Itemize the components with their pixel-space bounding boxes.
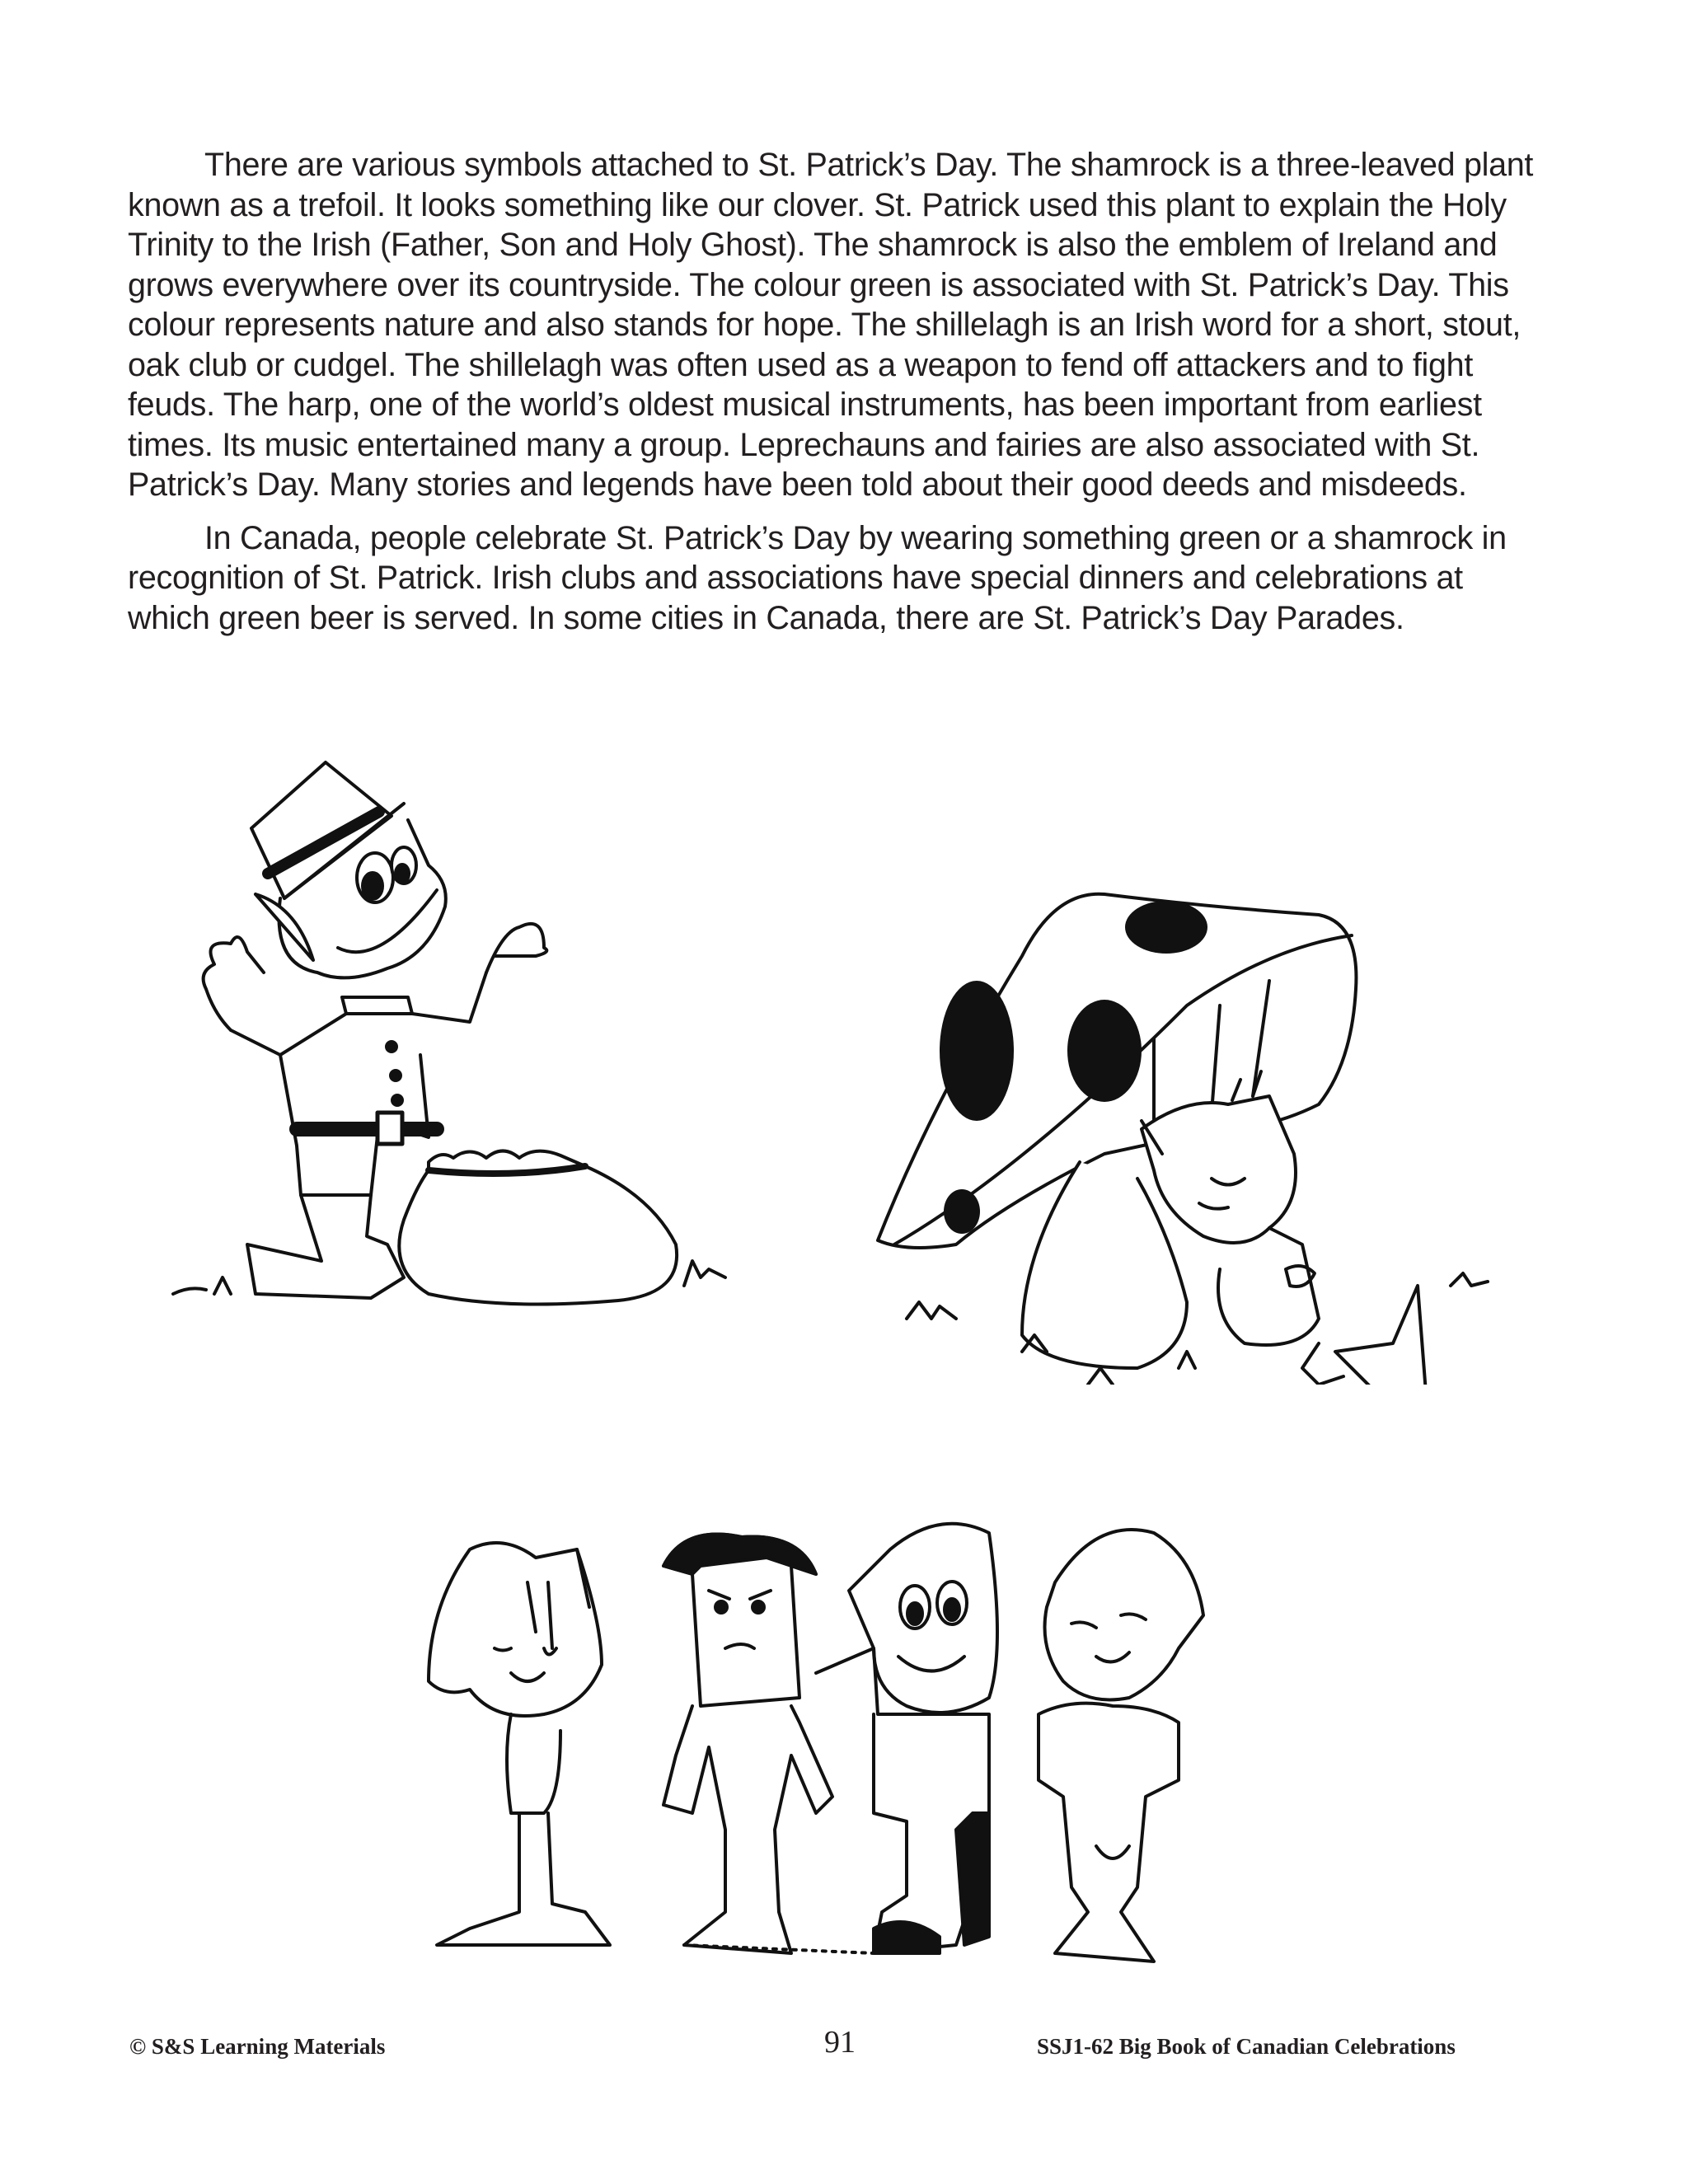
elf-2 — [663, 1535, 832, 1953]
footer-copyright: © S&S Learning Materials — [129, 2034, 386, 2059]
elf-3 — [816, 1524, 997, 1953]
leprechaun-illustration — [157, 750, 734, 1319]
footer-book-title: SSJ1-62 Big Book of Canadian Celebrations — [1037, 2034, 1456, 2059]
mushroom-elf-illustration — [857, 857, 1533, 1385]
elf-1 — [429, 1543, 610, 1945]
page-number: 91 — [824, 2025, 856, 2060]
elves-group-illustration — [412, 1483, 1319, 1994]
paragraph-canada: In Canada, people celebrate St. Patrick’s Day by wearing something green or a shamrock in recognition of St. Patrick. Irish clubs and associations have special dinners and celebrations at which green beer is served. In some cities in Canada, there are St. Patrick’s Day Parades. — [128, 519, 1507, 636]
elf-4 — [1039, 1530, 1203, 1961]
mushroom-elf-drawing — [857, 857, 1533, 1385]
paragraph-symbols: There are various symbols attached to St. Patrick’s Day. The shamrock is a three-leaved plant known as a trefoil. It looks something like our clover. St. Patrick used this plant to explain the Holy Trinity to the Irish (Father, Son and Holy Ghost). The shamrock is also the emblem of Ireland and grows everywhere over its countryside. The colour green is associated with St. Patrick’s Day. This colour represents nature and also stands for hope. The shillelagh is an Irish word for a short, stout, oak club or cudgel. The shillelagh was often used as a weapon to fend off attackers and to fight feuds. The harp, one of the world’s oldest musical instruments, has been important from earliest times. Its music entertained many a group. Leprechauns and fairies are also associated with St. Patrick’s Day. Many stories and legends have been told about their good deeds and misdeeds. — [128, 147, 1534, 503]
leprechaun-drawing — [157, 750, 734, 1319]
elves-group-drawing — [412, 1483, 1319, 1994]
body-text — [128, 145, 1545, 651]
